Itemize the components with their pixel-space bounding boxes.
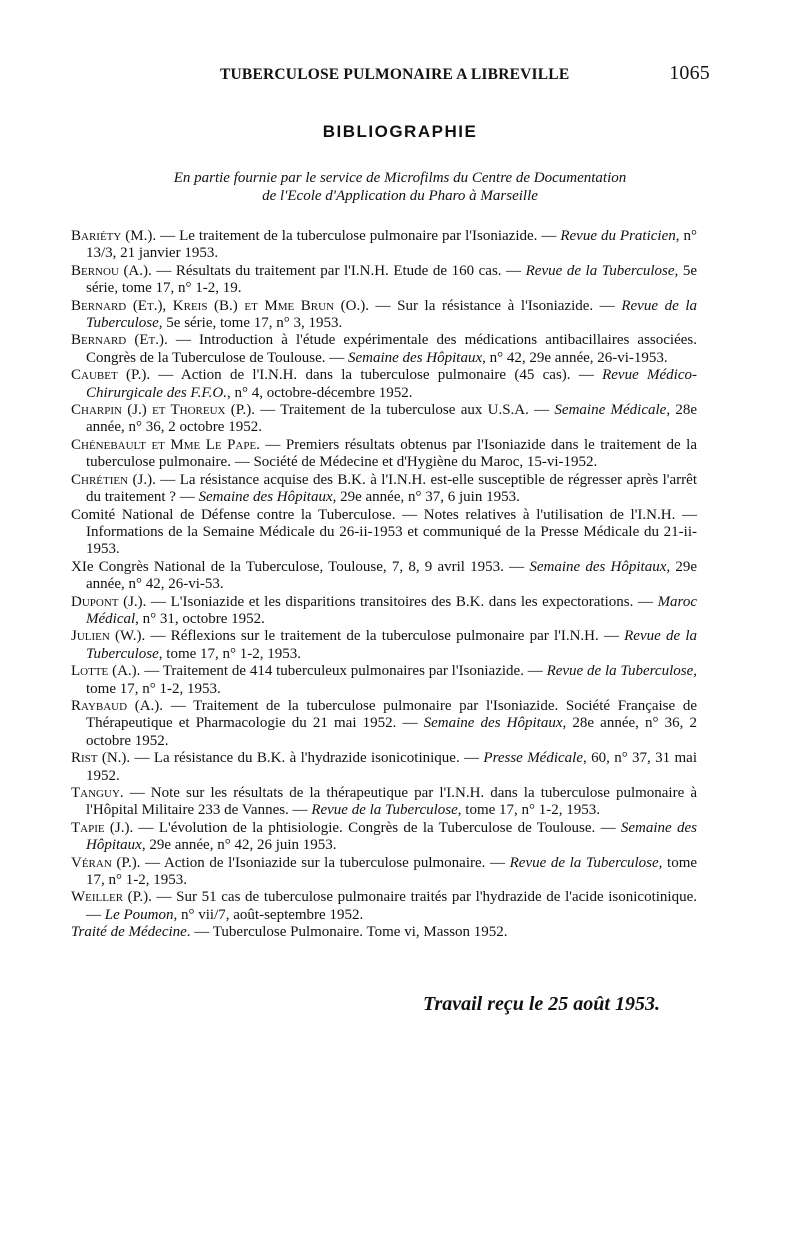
entry-source: Maroc Médical	[86, 593, 697, 627]
entry-source: Revue du Praticien	[560, 228, 676, 244]
bibliography-entry	[71, 820, 697, 855]
entry-text: — Résultats du traitement par l'I.N.H. Etude de 160 cas. —	[151, 262, 526, 279]
entry-text: — Traitement de la tuberculose pulmonaire par l'Isoniazide. Société Française de Thérapeutique et Pharmacologie du 21 mai 1952. —	[86, 697, 697, 732]
entry-details: , tome 17, n° 1-2, 1953.	[86, 663, 698, 697]
entry-source: Revue de la Tuberculose	[86, 628, 697, 662]
entry-source: Revue Médico-Chirurgicale des F.F.O.	[86, 367, 697, 401]
bibliography-entry	[71, 855, 697, 890]
bibliography-entry	[71, 594, 697, 629]
bibliography-entry	[71, 472, 697, 507]
entry-text: — Traitement de la tuberculose aux U.S.A. —	[254, 402, 555, 419]
bibliography-entry	[71, 559, 697, 594]
bibliography-entry	[71, 750, 697, 785]
entry-details: , tome 17, n° 1-2, 1953.	[457, 802, 601, 819]
entry-source: Revue de la Tuberculose	[546, 663, 694, 680]
bibliography-entry	[71, 507, 697, 559]
bibliography-entry	[71, 298, 697, 333]
entry-text: — Introduction à l'étude expérimentale des médications antibacillaires associées. Congrès de la Tuberculose de Toulouse. —	[86, 332, 697, 366]
entry-text: — La résistance du B.K. à l'hydrazide isonicotinique. —	[130, 750, 484, 767]
section-subtitle	[100, 169, 700, 205]
entry-authors: Raybaud (A.).	[71, 697, 164, 714]
entry-authors: Rist (N.).	[71, 750, 131, 767]
entry-authors: Tapie (J.).	[71, 819, 134, 836]
entry-details: , tome 17, n° 1-2, 1953.	[86, 854, 698, 889]
bibliography-entry	[71, 437, 697, 472]
entry-details: , 5e série, tome 17, n° 3, 1953.	[158, 315, 343, 332]
entry-authors: Bernou (A.).	[71, 262, 152, 279]
entry-details: , n° 13/3, 21 janvier 1953.	[86, 228, 697, 262]
page-number: 1065	[669, 62, 710, 84]
entry-text: — Action de l'Isoniazide sur la tuberculose pulmonaire. —	[140, 854, 510, 871]
subtitle-line: de l'Ecole d'Application du Pharo à Marseille	[262, 188, 538, 204]
entry-text: — Note sur les résultats de la thérapeutique par l'I.N.H. dans la tuberculose pulmonaire à l'Hôpital Militaire 233 de Vannes. —	[86, 785, 697, 819]
entry-text: XIe Congrès National de la Tuberculose, Toulouse, 7, 8, 9 avril 1953. —	[71, 558, 530, 575]
bibliography-list	[71, 228, 697, 942]
entry-text: — Réflexions sur le traitement de la tuberculose pulmonaire par l'I.N.H. —	[145, 628, 625, 645]
entry-source: Revue de la Tuberculose	[525, 262, 675, 279]
entry-authors: Chrétien (J.).	[71, 471, 156, 488]
entry-source: Semaine des Hôpitaux	[529, 558, 667, 575]
section-title: BIBLIOGRAPHIE	[322, 122, 478, 141]
entry-text: Comité National de Défense contre la Tuberculose. — Notes relatives à l'utilisation de l'I.N.H. — Informations de la Semaine Médicale du 26-ii-1953 et communiqué de la Presse Médicale du 21-ii-1953.	[71, 506, 697, 558]
bibliography-entry	[71, 889, 697, 924]
subtitle-line: En partie fournie par le service de Microfilms du Centre de Documentation	[173, 170, 627, 186]
entry-source: Presse Médicale	[483, 750, 583, 767]
entry-source: Semaine Médicale	[554, 402, 667, 419]
entry-details: , 29e année, n° 42, 26-vi-53.	[86, 558, 697, 593]
entry-details: , n° 42, 29e année, 26-vi-1953.	[482, 349, 668, 366]
entry-text: — Sur la résistance à l'Isoniazide. —	[368, 297, 622, 314]
bibliography-entry	[71, 924, 697, 941]
entry-details: , n° 31, octobre 1952.	[135, 610, 265, 627]
bibliography-entry	[71, 228, 697, 263]
entry-authors: Caubet (P.).	[71, 367, 151, 384]
entry-text: — Sur 51 cas de tuberculose pulmonaire traités par l'hydrazide de l'acide isonicotinique. —	[86, 889, 697, 923]
entry-details: , n° vii/7, août-septembre 1952.	[173, 906, 364, 923]
entry-text: — L'Isoniazide et les disparitions transitoires des B.K. dans les expectorations. —	[146, 593, 658, 610]
bibliography-entry	[71, 785, 697, 820]
entry-details: . — Tuberculose Pulmonaire. Tome vi, Masson 1952.	[186, 924, 508, 941]
entry-text: — La résistance acquise des B.K. à l'I.N.H. est-elle susceptible de régresser après l'arrêt du traitement ? —	[86, 471, 697, 506]
entry-authors: Bariéty (M.).	[71, 228, 157, 244]
entry-authors: Tanguy.	[71, 785, 124, 801]
entry-source: Semaine des Hôpitaux	[86, 819, 697, 854]
bibliography-entry	[71, 367, 697, 402]
received-date-note: Travail reçu le 25 août 1953.	[422, 993, 660, 1015]
entry-text: — Traitement de 414 tuberculeux pulmonaires par l'Isoniazide. —	[140, 663, 547, 680]
entry-authors: Julien (W.).	[71, 628, 146, 645]
entry-details: , 29e année, n° 42, 26 juin 1953.	[141, 837, 337, 854]
entry-source: Semaine des Hôpitaux	[347, 349, 483, 366]
bibliography-entry	[71, 332, 697, 367]
entry-text: — Premiers résultats obtenus par l'Isoniazide dans le traitement de la tuberculose pulmonaire. — Société de Médecine et d'Hygiène du Maroc, 15-vi-1952.	[86, 436, 698, 471]
entry-source: Le Poumon	[104, 906, 174, 923]
entry-source: Semaine des Hôpitaux	[423, 715, 563, 732]
entry-authors: Bernard (Et.), Kreis (B.) et Mme Brun (O.).	[71, 297, 369, 314]
bibliography-entry	[71, 663, 697, 698]
entry-source: Revue de la Tuberculose	[86, 297, 697, 332]
entry-authors: Dupont (J.).	[71, 593, 147, 610]
entry-details: , 29e année, n° 37, 6 juin 1953.	[332, 489, 520, 506]
entry-authors: Weiller (P.).	[71, 889, 152, 906]
entry-details: , 28e année, n° 36, 2 octobre 1952.	[86, 715, 697, 749]
entry-details: , 60, n° 37, 31 mai 1952.	[86, 750, 697, 784]
bibliography-entry	[71, 263, 697, 298]
entry-details: , 28e année, n° 36, 2 octobre 1952.	[86, 402, 697, 436]
entry-authors: Lotte (A.).	[71, 663, 141, 680]
entry-text: — Action de l'I.N.H. dans la tuberculose pulmonaire (45 cas). —	[150, 367, 603, 384]
entry-text: — L'évolution de la phtisiologie. Congrès de la Tuberculose de Toulouse. —	[133, 819, 621, 836]
entry-source: Revue de la Tuberculose	[311, 802, 458, 819]
bibliography-entry	[71, 698, 697, 750]
entry-authors: Bernard (Et.).	[71, 332, 168, 349]
entry-details: , n° 4, octobre-décembre 1952.	[226, 384, 413, 401]
entry-details: , 5e série, tome 17, n° 1-2, 19.	[86, 262, 697, 297]
entry-text: — Le traitement de la tuberculose pulmonaire par l'Isoniazide. —	[156, 228, 561, 244]
entry-authors: Charpin (J.) et Thoreux (P.).	[71, 402, 255, 419]
entry-source: Traité de Médecine	[71, 924, 187, 941]
bibliography-entry	[71, 628, 697, 663]
entry-authors: Véran (P.).	[71, 854, 141, 871]
entry-source: Revue de la Tuberculose	[509, 854, 659, 871]
entry-details: , tome 17, n° 1-2, 1953.	[158, 645, 302, 662]
bibliography-entry	[71, 402, 697, 437]
entry-source: Semaine des Hôpitaux	[198, 489, 333, 506]
running-title: TUBERCULOSE PULMONAIRE A LIBREVILLE	[220, 66, 570, 83]
entry-authors: Chénebault et Mme Le Pape.	[71, 436, 260, 453]
